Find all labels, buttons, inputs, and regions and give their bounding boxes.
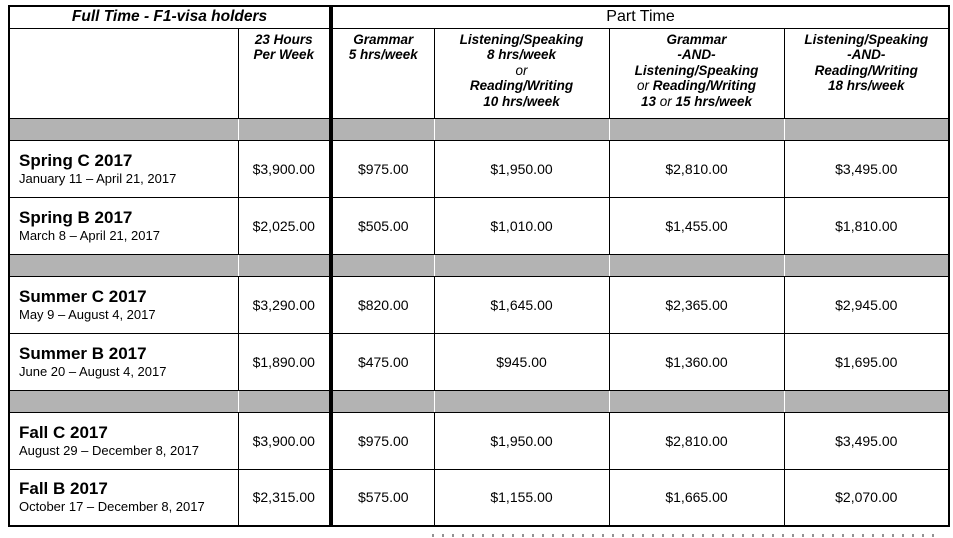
separator-row	[9, 390, 949, 412]
price-cell-listening-speaking: $1,950.00	[434, 412, 609, 469]
separator-cell	[9, 390, 238, 412]
term-cell	[9, 412, 238, 469]
price-cell-full-time: $2,025.00	[238, 197, 331, 254]
price-cell-full-time: $3,290.00	[238, 276, 331, 333]
separator-row	[9, 254, 949, 276]
separator-row	[9, 118, 949, 140]
table-row	[9, 333, 949, 390]
cropped-text-artifact	[432, 534, 942, 537]
price-cell-grammar: $575.00	[331, 469, 434, 526]
price-cell-full-time: $3,900.00	[238, 412, 331, 469]
price-cell-ls-and-rw: $1,695.00	[784, 333, 949, 390]
separator-cell	[784, 390, 949, 412]
term-cell	[9, 197, 238, 254]
separator-cell	[784, 254, 949, 276]
price-cell-full-time: $2,315.00	[238, 469, 331, 526]
term-cell	[9, 333, 238, 390]
term-name: Summer C 2017	[19, 286, 147, 306]
col-header-listening-speaking-and-reading-writing: Listening/Speaking -AND- Reading/Writing 18 hrs/week	[784, 28, 949, 118]
separator-cell	[609, 254, 784, 276]
table-row	[9, 412, 949, 469]
term-cell	[9, 276, 238, 333]
price-cell-ls-and-rw: $3,495.00	[784, 412, 949, 469]
price-cell-grammar-and-ls: $2,365.00	[609, 276, 784, 333]
separator-cell	[609, 390, 784, 412]
separator-cell	[784, 118, 949, 140]
price-cell-grammar-and-ls: $1,455.00	[609, 197, 784, 254]
term-dates: May 9 – August 4, 2017	[19, 306, 156, 322]
separator-cell	[434, 390, 609, 412]
term-dates: June 20 – August 4, 2017	[19, 363, 167, 379]
term-name: Spring C 2017	[19, 150, 133, 170]
separator-cell	[9, 118, 238, 140]
separator-cell	[331, 254, 434, 276]
price-cell-grammar: $975.00	[331, 140, 434, 197]
price-cell-ls-and-rw: $1,810.00	[784, 197, 949, 254]
price-cell-grammar: $475.00	[331, 333, 434, 390]
price-cell-grammar-and-ls: $2,810.00	[609, 140, 784, 197]
price-cell-grammar-and-ls: $1,665.00	[609, 469, 784, 526]
price-cell-listening-speaking: $1,950.00	[434, 140, 609, 197]
price-cell-full-time: $1,890.00	[238, 333, 331, 390]
separator-cell	[238, 118, 331, 140]
separator-cell	[238, 254, 331, 276]
separator-cell	[9, 254, 238, 276]
price-cell-listening-speaking: $1,155.00	[434, 469, 609, 526]
separator-cell	[609, 118, 784, 140]
price-cell-ls-and-rw: $2,070.00	[784, 469, 949, 526]
term-dates: October 17 – December 8, 2017	[19, 499, 205, 515]
separator-cell	[331, 118, 434, 140]
separator-cell	[331, 390, 434, 412]
page	[0, 5, 953, 538]
price-cell-grammar: $820.00	[331, 276, 434, 333]
price-cell-grammar-and-ls: $1,360.00	[609, 333, 784, 390]
separator-cell	[238, 390, 331, 412]
row-label-header-cell	[9, 28, 238, 118]
tuition-table	[8, 5, 950, 527]
term-dates: August 29 – December 8, 2017	[19, 442, 199, 458]
table-row	[9, 276, 949, 333]
term-name: Fall B 2017	[19, 479, 108, 499]
column-header-row	[9, 28, 949, 118]
price-cell-grammar: $975.00	[331, 412, 434, 469]
table-row	[9, 197, 949, 254]
table-row	[9, 140, 949, 197]
part-time-header-cell: Part Time	[331, 6, 949, 28]
term-dates: January 11 – April 21, 2017	[19, 170, 177, 186]
separator-cell	[434, 118, 609, 140]
price-cell-grammar-and-ls: $2,810.00	[609, 412, 784, 469]
section-header-row	[9, 6, 949, 28]
term-name: Summer B 2017	[19, 343, 147, 363]
col-header-listening-speaking: Listening/Speaking 8 hrs/week or Reading/Writing 10 hrs/week	[434, 28, 609, 118]
col-header-grammar: Grammar 5 hrs/week	[331, 28, 434, 118]
table-row	[9, 469, 949, 526]
price-cell-grammar: $505.00	[331, 197, 434, 254]
price-cell-listening-speaking: $1,645.00	[434, 276, 609, 333]
term-cell	[9, 469, 238, 526]
price-cell-ls-and-rw: $3,495.00	[784, 140, 949, 197]
price-cell-listening-speaking: $1,010.00	[434, 197, 609, 254]
term-dates: March 8 – April 21, 2017	[19, 227, 160, 243]
price-cell-ls-and-rw: $2,945.00	[784, 276, 949, 333]
separator-cell	[434, 254, 609, 276]
term-cell	[9, 140, 238, 197]
term-name: Spring B 2017	[19, 207, 133, 227]
term-name: Fall C 2017	[19, 422, 108, 442]
price-cell-full-time: $3,900.00	[238, 140, 331, 197]
col-header-grammar-and-listening-speaking: Grammar -AND- Listening/Speaking or Reading/Writing 13 or 15 hrs/week	[609, 28, 784, 118]
full-time-hours-header-cell: 23 Hours Per Week	[238, 28, 331, 118]
price-cell-listening-speaking: $945.00	[434, 333, 609, 390]
full-time-header-cell: Full Time - F1-visa holders	[9, 6, 331, 28]
